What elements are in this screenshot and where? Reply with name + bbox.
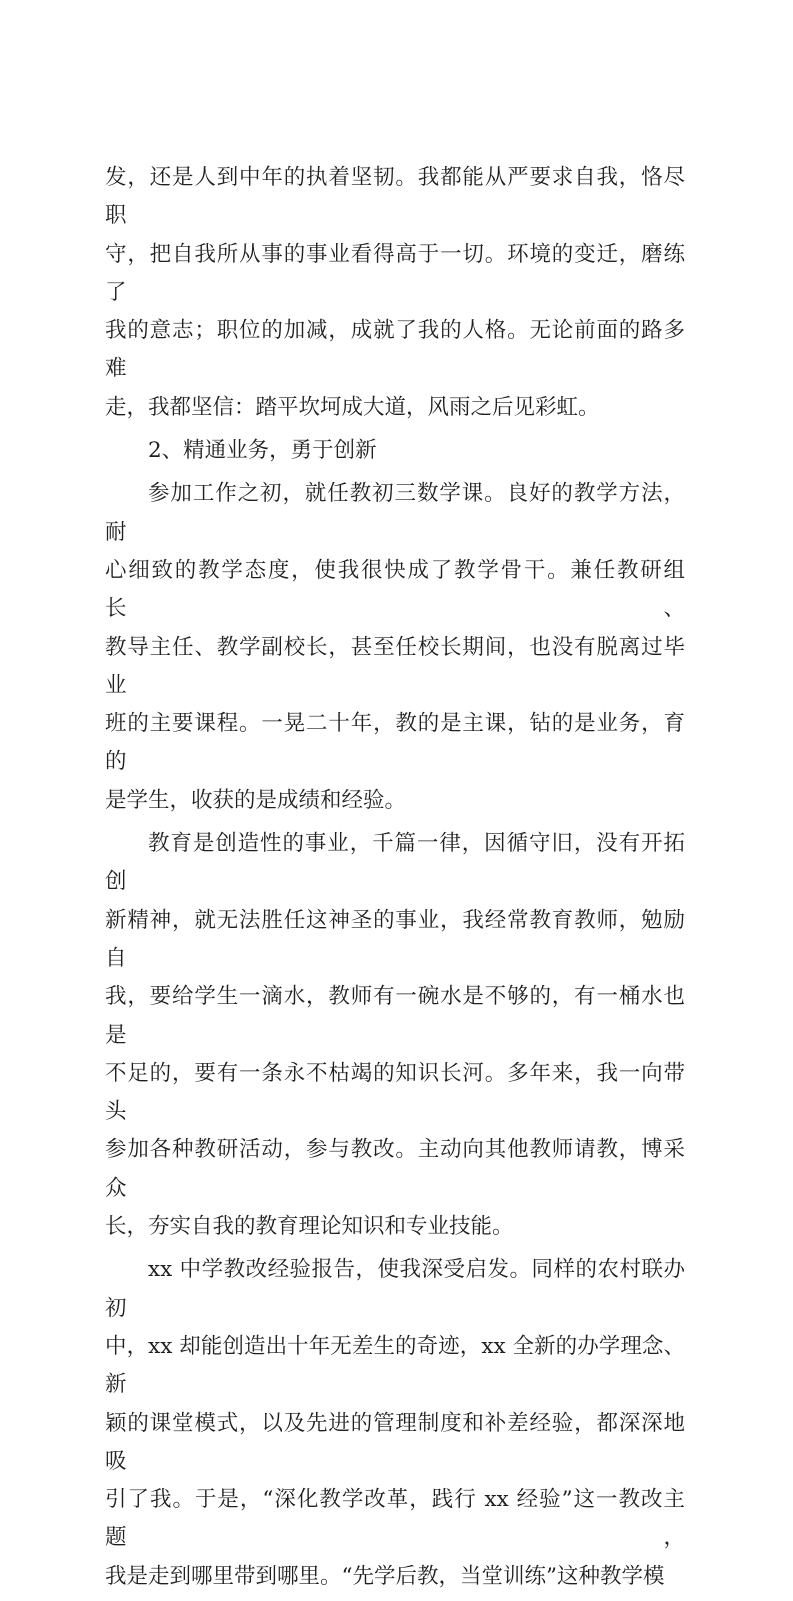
text-line: 我，要给学生一滴水，教师有一碗水是不够的，有一桶水也是: [105, 984, 685, 1048]
text-line: 发，还是人到中年的执着坚韧。我都能从严要求自我，恪尽职: [105, 165, 685, 229]
section-heading-text: 2、精通业务，勇于创新: [148, 438, 377, 464]
text-line: 不足的，要有一条永不枯竭的知识长河。多年来，我一向带头: [105, 1060, 685, 1125]
text-line: 守，把自我所从事的事业看得高于一切。环境的变迁，磨练了: [105, 241, 685, 305]
text-line: 颖的课堂模式，以及先进的管理制度和补差经验，都深深地吸: [105, 1410, 685, 1474]
text-line: 教导主任、教学副校长，甚至任校长期间，也没有脱离过毕业: [105, 634, 685, 698]
text-line: 长，夯实自我的教育理论知识和专业技能。: [105, 1214, 514, 1240]
text-line: xx 中学教改经验报告，使我深受启发。同样的农村联办初: [105, 1257, 685, 1321]
paragraph: [105, 1251, 685, 1596]
text-line: 新精神，就无法胜任这神圣的事业，我经常教育教师，勉励自: [105, 907, 685, 971]
text-line: 我是走到哪里带到哪里。“先学后教，当堂训练”这种教学模: [105, 1563, 665, 1589]
text-line: 走，我都坚信：踏平坎坷成大道，风雨之后见彩虹。: [105, 394, 600, 420]
text-line: 引了我。于是，“深化教学改革，践行 xx 经验”这一教改主题，: [105, 1487, 685, 1551]
text-line: 心细致的教学态度，使我很快成了教学骨干。兼任教研组长、: [105, 557, 685, 622]
text-line: 我的意志；职位的加减，成就了我的人格。无论前面的路多难: [105, 318, 685, 382]
text-line: 中，xx 却能创造出十年无差生的奇迹，xx 全新的办学理念、新: [105, 1333, 685, 1398]
text-line: 是学生，收获的是成绩和经验。: [105, 787, 407, 813]
text-line: 班的主要课程。一晃二十年，教的是主课，钻的是业务，育的: [105, 711, 685, 775]
text-line: 教育是创造性的事业，千篇一律，因循守旧，没有开拓创: [105, 831, 685, 895]
paragraph: [105, 825, 685, 1246]
section-heading: [105, 432, 685, 470]
text-column: [105, 159, 685, 1601]
text-line: 参加工作之初，就任教初三数学课。良好的教学方法，耐: [105, 481, 685, 545]
text-line: 参加各种教研活动，参与教改。主动向其他教师请教，博采众: [105, 1137, 685, 1201]
continuation-paragraph: [105, 159, 685, 427]
paragraph: [105, 475, 685, 820]
